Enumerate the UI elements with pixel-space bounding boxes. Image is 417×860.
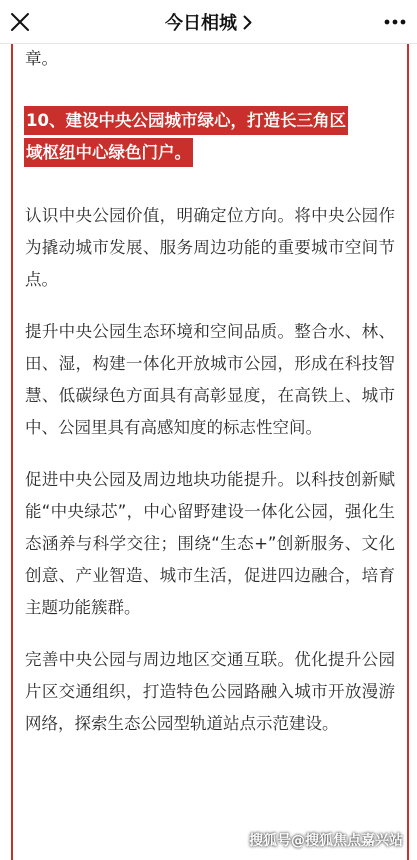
heading-line: 域枢纽中心绿色门户。 — [24, 138, 193, 167]
heading-line: 10、建设中央公园城市绿心，打造长三角区 — [24, 106, 348, 135]
chevron-right-icon — [243, 15, 252, 30]
account-title-link[interactable] — [0, 0, 417, 44]
more-icon — [383, 18, 407, 26]
watermark: 搜狐号@搜狐焦点嘉兴站 — [249, 833, 403, 849]
article-body — [25, 44, 395, 740]
section-heading — [24, 106, 395, 170]
more-button[interactable] — [379, 6, 411, 38]
page-title: 今日相城 — [165, 13, 237, 34]
paragraph: 促进中央公园及周边地块功能提升。以科技创新赋能“中央绿芯”，中心留野建设一体化公园，强化生态涵养与科学交往；围绕“生态+”创新服务、文化创意、产业智造、城市生活，促进四边融合，培育主题功能簇群。 — [25, 470, 395, 617]
paragraph: 完善中央公园与周边地区交通互联。优化提升公园片区交通组织，打造特色公园路融入城市开放漫游网络，探索生态公园型轨道站点示范建设。 — [25, 650, 395, 733]
paragraph: 认识中央公园价值，明确定位方向。将中央公园作为撬动城市发展、服务周边功能的重要城市空间节点。 — [25, 206, 395, 289]
top-nav-bar — [0, 0, 417, 44]
paragraph: 提升中央公园生态环境和空间品质。整合水、林、田、湿，构建一体化开放城市公园，形成在科技智慧、低碳绿色方面具有高彰显度，在高铁上、城市中、公园里具有高感知度的标志性空间。 — [25, 322, 395, 437]
content-border-right — [407, 44, 409, 860]
text-fragment: 章。 — [25, 49, 58, 68]
content-border-left — [11, 44, 13, 860]
